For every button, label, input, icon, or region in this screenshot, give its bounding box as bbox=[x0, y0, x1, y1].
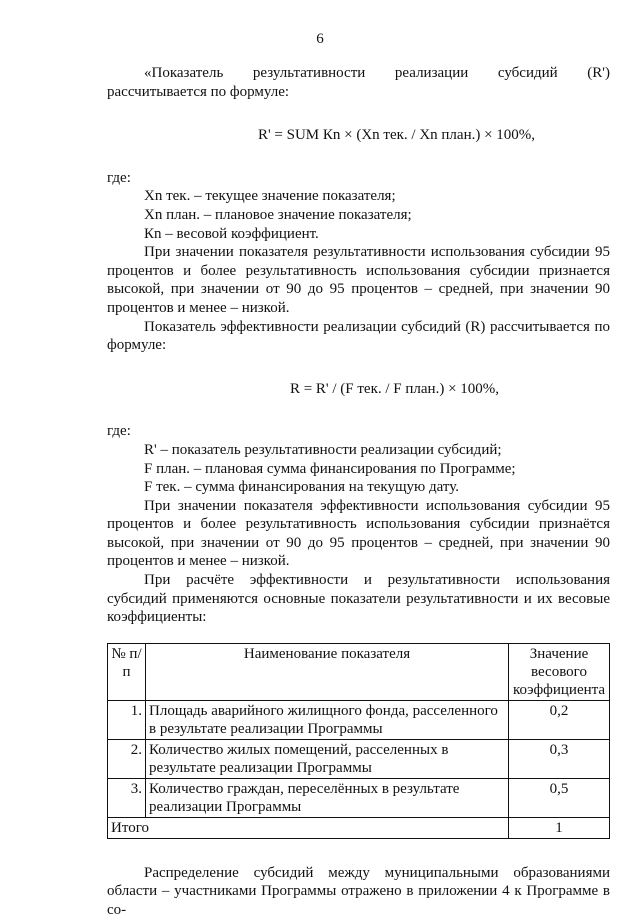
paragraph-efficiency-thresholds: При значении показателя эффективности использования субсидии 95 процентов и более результативность использования субсидии признаётся высокой, при значении от 90 до 95 процентов – средней, при значении 90 процентов и менее – низкой. bbox=[107, 497, 610, 570]
row-name: Количество жилых помещений, расселенных в результате реализации Программы bbox=[146, 739, 509, 778]
table-row bbox=[108, 739, 610, 778]
row-number: 2. bbox=[108, 739, 146, 778]
paragraph-efficiency-intro: Показатель эффективности реализации субсидий (R) рассчитывается по формуле: bbox=[107, 318, 610, 354]
row-name: Количество граждан, переселённых в результате реализации Программы bbox=[146, 778, 509, 817]
formula-efficiency-indicator: R = R' / (F тек. / F план.) × 100%, bbox=[289, 380, 500, 397]
definition-item: R' – показатель результативности реализации субсидий; bbox=[144, 441, 502, 458]
paragraph-distribution: Распределение субсидий между муниципальными образованиями области – участниками Программы отражено в приложении 4 к Программе в со- bbox=[107, 864, 610, 919]
table-total-row bbox=[108, 817, 610, 838]
definition-item: Xn тек. – текущее значение показателя; bbox=[144, 188, 396, 205]
row-weight: 0,3 bbox=[509, 739, 610, 778]
table-header-row bbox=[108, 643, 610, 700]
header-weight: Значение весового коэффициента bbox=[509, 643, 610, 700]
table-row bbox=[108, 700, 610, 739]
row-weight: 0,5 bbox=[509, 778, 610, 817]
page-number: 6 bbox=[316, 31, 324, 47]
header-name: Наименование показателя bbox=[146, 643, 509, 700]
document-body bbox=[107, 64, 610, 920]
row-weight: 0,2 bbox=[509, 700, 610, 739]
paragraph-table-intro: При расчёте эффективности и результативности использования субсидий применяются основные показатели результативности и их весовые коэффициенты: bbox=[107, 572, 610, 626]
table-row bbox=[108, 778, 610, 817]
header-number: № п/п bbox=[108, 643, 146, 700]
paragraph-result-thresholds: При значении показателя результативности использования субсидии 95 процентов и более результативность использования субсидии признается высокой, при значении от 90 до 95 процентов – средней, при значении 90 процентов и менее – низкой. bbox=[107, 244, 610, 316]
formula-result-indicator: R' = SUM Кn × (Xn тек. / Xn план.) × 100%, bbox=[257, 127, 536, 144]
definition-item: F тек. – сумма финансирования на текущую дату. bbox=[144, 479, 460, 496]
row-number: 1. bbox=[108, 700, 146, 739]
where-label: где: bbox=[107, 423, 131, 440]
total-weight: 1 bbox=[509, 817, 610, 838]
definition-item: F план. – плановая сумма финансирования по Программе; bbox=[144, 460, 516, 477]
paragraph-result-indicator-intro: «Показатель результативности реализации субсидий (R') рассчитывается по формуле: bbox=[107, 65, 610, 100]
total-label: Итого bbox=[108, 817, 509, 838]
row-name: Площадь аварийного жилищного фонда, расселенного в результате реализации Программы bbox=[146, 700, 509, 739]
indicators-table bbox=[107, 643, 610, 839]
definition-item: Xn план. – плановое значение показателя; bbox=[144, 206, 412, 223]
where-label: где: bbox=[107, 169, 131, 186]
row-number: 3. bbox=[108, 778, 146, 817]
definition-item: Кn – весовой коэффициент. bbox=[144, 225, 319, 242]
